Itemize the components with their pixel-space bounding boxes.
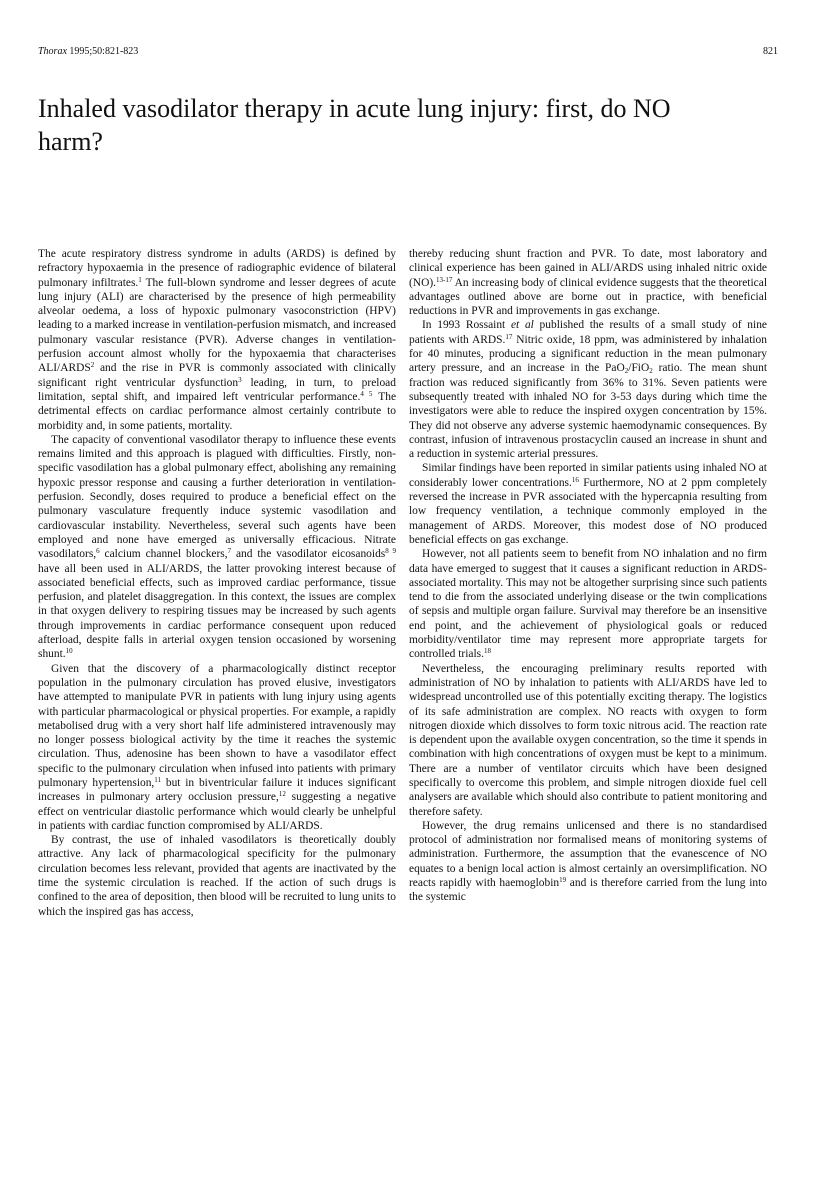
journal-name: Thorax [38, 46, 67, 57]
reference-marker: 16 [571, 475, 579, 484]
reference-marker: 7 [227, 547, 232, 556]
reference-marker: 12 [278, 790, 286, 799]
paragraph: However, not all patients seem to benefit from NO inhalation and no firm data have emerged to suggest that it causes a significant reduction in ARDS-associated mortality. This may not be altogether surprising since such patients tend to die from the associated underlying disease or the twin complications of sepsis and multiple organ failure. Survival may therefore be an insensitive end point, and the achievement of physiological goals or reduced morbidity/ventilator time may represent more appropriate targets for controlled trials.$^{18}$ [409, 548, 767, 661]
journal-citation [38, 46, 138, 57]
paragraph: Given that the discovery of a pharmacologically distinct receptor population in the pulmonary circulation has proved elusive, investigators have attempted to manipulate PVR in patients with lung injury using agents with particular pharmacological or physical properties. For example, a rapidly metabolised drug with a very short half life administered intravenously may no longer possess biological activity by the time it reaches the systemic circulation. Thus, adenosine has been shown to have a vasodilator effect specific to the pulmonary circulation when infused into patients with primary pulmonary hypertension,$^{11}$ but in biventricular failure it induces significant increases in pulmonary artery occlusion pressure,$^{12}$ suggesting a negative effect on ventricular diastolic performance which would clearly be unhelpful in patients with cardiac function compromised by ALI/ARDS. [38, 662, 396, 832]
paragraph: Similar findings have been reported in similar patients using inhaled NO at considerably lower concentrations.$^{16}$ Furthermore, NO at 2 ppm completely reversed the increase in PVR associated with the hypercapnia resulting from low frequency ventilation, a technique commonly employed in the management of ARDS. Moreover, this modest dose of NO produced beneficial effects on gas exchange. [409, 462, 767, 546]
right-column [409, 247, 767, 1167]
paragraph: In 1993 Rossaint et al published the results of a small study of nine patients with ARDS.$^{17}$ Nitric oxide, 18 ppm, was administered by inhalation for 40 minutes, producing a significant reduction in the mean pulmonary artery pressure, and an increase in the PaO$_2$/FiO$_2$ ratio. The mean shunt fraction was reduced significantly from 36% to 31%. Seven patients were subsequently treated with inhaled NO for 3-53 days during which time the investigators were able to reduce the inspired oxygen concentration by 15%. They did not observe any adverse systemic haemodynamic consequences. By contrast, infusion of intravenous prostacyclin caused an increase in shunt and a reduction in systemic arterial pressures. [409, 319, 767, 461]
reference-marker: 19 [559, 876, 567, 885]
reference-marker: 13-17 [436, 275, 453, 284]
page-number: 821 [763, 46, 778, 57]
running-header [38, 46, 778, 60]
paragraph: The capacity of conventional vasodilator therapy to influence these events remains limited and this approach is plagued with difficulties. Firstly, non-specific vasodilation has a global pulmonary effect, abolishing any remaining hypoxic pressor response and causing a further deterioration in ventilation-perfusion. Secondly, doses required to produce a beneficial effect on the pulmonary vasculature frequently induce systemic vasodilation and cardiovascular instability. Nevertheless, several such agents have been employed and none have emerged as universally efficacious. Nitrate vasodilators,$^6$ calcium channel blockers,$^7$ and the vasodilator eicosanoids$^{8 9}$ have all been used in ALI/ARDS, the latter provoking interest because of associated beneficial effects, such as improved cardiac performance, tissue perfusion, and platelet disaggregation. In this context, the issues are complex in that oxygen delivery to respiring tissues may be increased by such agents through improvements in cardiac performance consequent upon reduced afterload, despite falls in arterial oxygen tension occasioned by worsening shunt.$^{10}$ [38, 433, 396, 661]
reference-marker: 11 [154, 775, 162, 784]
article-title: Inhaled vasodilator therapy in acute lung injury: first, do NO harm? [38, 94, 671, 156]
et-al: et al [510, 319, 534, 332]
paragraph: Nevertheless, the encouraging preliminary results reported with administration of NO by inhalation to patients with ALI/ARDS have led to widespread uncontrolled use of this potentially exciting therapy. The logistics of its safe administration are complex. NO reacts with oxygen to form nitrogen dioxide which dissolves to form toxic nitrous acid. The reaction rate is dependent upon the available oxygen concentration, so the time it spends in combination with high concentrations of oxygen must be kept to a minimum. There are a number of ventilator circuits which have been designed specifically to overcome this problem, and simple nitrogen dioxide fuel cell analysers are available which should also contribute to patient monitoring and therefore safety. [409, 662, 767, 818]
paragraph: By contrast, the use of inhaled vasodilators is theoretically doubly attractive. Any lack of pharmacological specificity for the pulmonary circulation becomes less relevant, provided that agents are inactivated by the time the systemic circulation is reached. If the action of such drugs is confined to the area of deposition, then blood will be recruited to lung units to which the inspired gas has access, [38, 834, 396, 918]
reference-marker: 6 [96, 547, 100, 556]
reference-marker: 3 [238, 375, 242, 384]
reference-marker: 2 [90, 361, 95, 370]
volume-pages: 1995;50:821-823 [66, 46, 139, 57]
reference-marker: 18 [483, 647, 491, 656]
reference-marker: 4 5 [360, 389, 373, 398]
reference-marker: 17 [505, 332, 513, 341]
reference-marker: 10 [65, 647, 73, 656]
paragraph: The acute respiratory distress syndrome in adults (ARDS) is defined by refractory hypoxaemia in the presence of radiographic evidence of bilateral pulmonary infiltrates.$^1$ The full-blown syndrome and lesser degrees of acute lung injury (ALI) are characterised by the presence of high permeability alveolar oedema, a loss of hypoxic pulmonary vasoconstriction (HPV) leading to a marked increase in ventilation-perfusion mismatch, and increased pulmonary vascular resistance (PVR). Adverse changes in ventilation-perfusion account almost wholly for the hypoxaemia that characterises ALI/ARDS$^2$ and the rise in PVR is commonly associated with clinically significant right ventricular dysfunction$^3$ leading, in turn, to preload limitation, septal shift, and impaired left ventricular performance.$^{4 5}$ The detrimental effects on cardiac performance almost certainly contribute to morbidity and, in some patients, mortality. [38, 248, 396, 432]
paragraph: thereby reducing shunt fraction and PVR. To date, most laboratory and clinical experience has been gained in ALI/ARDS using inhaled nitric oxide (NO).$^{13-17}$ An increasing body of clinical evidence suggests that the theoretical advantages outlined above are borne out in practice, with beneficial reductions in PVR and improvements in gas exchange. [409, 248, 767, 318]
reference-marker: 1 [138, 275, 142, 284]
reference-marker: 8 9 [385, 547, 396, 556]
paragraph: However, the drug remains unlicensed and there is no standardised protocol of administration nor formalised means of monitoring systems of administration. Furthermore, the assumption that the evanescence of NO equates to a benign local action is almost certainly an oversimplification. NO reacts rapidly with haemoglobin$^{19}$ and is therefore carried from the lung into the systemic [409, 819, 767, 904]
left-column [38, 247, 396, 1167]
